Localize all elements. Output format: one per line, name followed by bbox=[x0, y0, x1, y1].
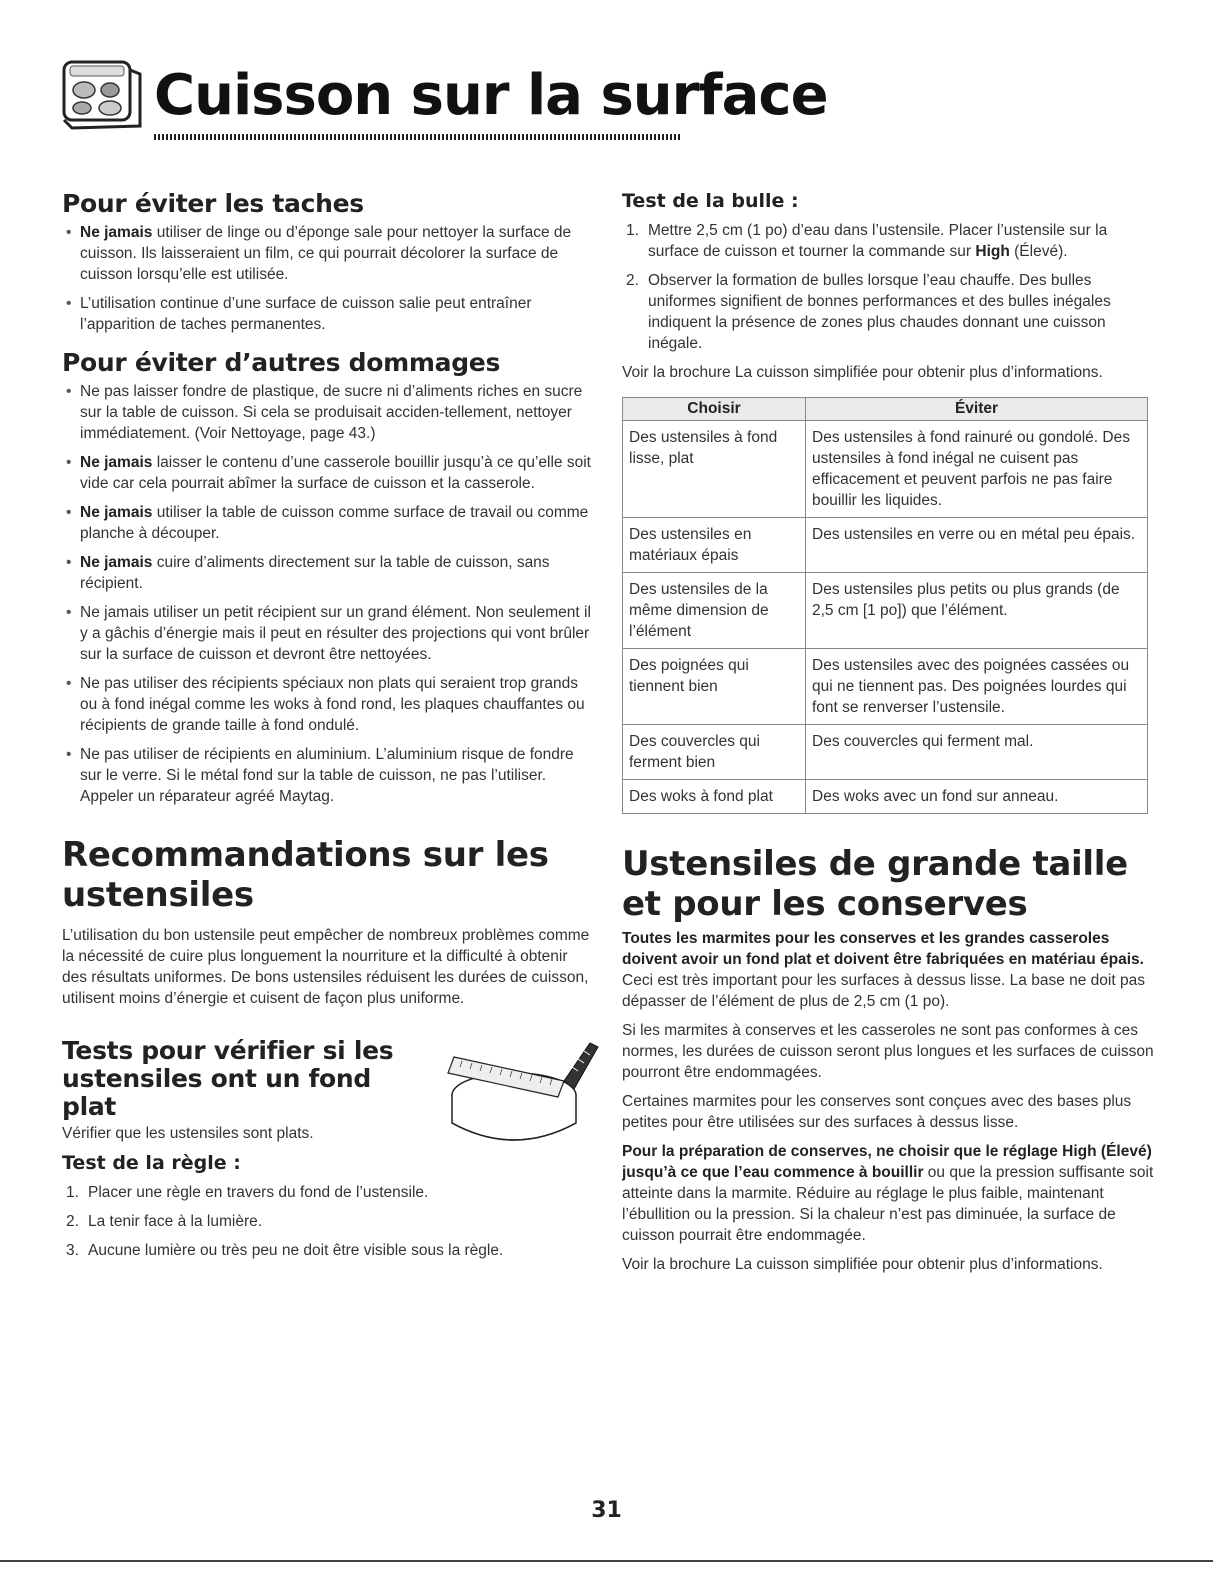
table-cell: Des woks avec un fond sur anneau. bbox=[806, 780, 1148, 814]
step-number: 1. bbox=[66, 1184, 79, 1201]
large-cookware-p2: Si les marmites à conserves et les casseroles ne sont pas conformes à ces normes, les durées de cuisson seront plus longues et les surfaces de cuisson pourront être endommagées. bbox=[622, 1022, 1154, 1081]
flat-tests-intro: Vérifier que les ustensiles sont plats. bbox=[62, 1125, 314, 1142]
item-text: cuire d’aliments directement sur la table de cuisson, sans récipient. bbox=[80, 554, 550, 592]
step-number: 1. bbox=[626, 222, 639, 239]
paragraph-text: ou que la pression suffisante soit atteinte dans la marmite. Réduire au réglage le plus faible, maintenant l’ébullition ou la pression. Si la chaleur n’est pas diminuée, la surface de cuisson pourrait être endommagée. bbox=[622, 1164, 1154, 1244]
item-text: laisser le contenu d’une casserole bouillir jusqu’à ce qu’elle soit vide car cela pourrait abîmer la surface de cuisson et la casserole. bbox=[80, 454, 591, 492]
large-cookware-p5: Voir la brochure La cuisson simplifiée pour obtenir plus d’informations. bbox=[622, 1256, 1103, 1273]
table-cell: Des ustensiles en verre ou en métal peu épais. bbox=[806, 518, 1148, 573]
table-header-row bbox=[623, 398, 1148, 421]
table-cell: Des woks à fond plat bbox=[623, 780, 806, 814]
table-cell: Des ustensiles à fond lisse, plat bbox=[623, 421, 806, 518]
table-row bbox=[623, 573, 1148, 649]
damage-heading: Pour éviter d’autres dommages bbox=[62, 348, 501, 377]
step-number: 3. bbox=[66, 1242, 79, 1259]
large-cookware-p1 bbox=[622, 928, 1162, 1012]
emphasis: Ne jamais bbox=[80, 504, 153, 521]
table-row bbox=[623, 725, 1148, 780]
cookware-table bbox=[622, 397, 1148, 814]
table-row bbox=[623, 649, 1148, 725]
recommendations-heading: Recommandations sur les ustensiles bbox=[62, 835, 549, 915]
step-text: Mettre 2,5 cm (1 po) d’eau dans l’ustensile. Placer l’ustensile sur la surface de cuisson et tourner la commande sur bbox=[648, 222, 1108, 260]
table-row bbox=[623, 421, 1148, 518]
emphasis: Pour la préparation de conserves, ne choisir que le réglage High (Élevé) jusqu’à ce que l’eau commence à bouillir bbox=[622, 1143, 1152, 1181]
list-item bbox=[62, 602, 592, 665]
ruler-test-heading: Test de la règle : bbox=[62, 1152, 241, 1174]
column-header-choose: Choisir bbox=[623, 398, 806, 421]
item-text: Ne pas utiliser des récipients spéciaux non plats qui seraient trop grands ou à fond inégal comme les woks à fond rond, les plaques chauffantes ou récipients de grande taille à fond ondulé. bbox=[80, 675, 585, 734]
table-cell: Des ustensiles en matériaux épais bbox=[623, 518, 806, 573]
item-text: L’utilisation continue d’une surface de cuisson salie peut entraîner l’apparition de taches permanentes. bbox=[80, 295, 532, 333]
page-number: 31 bbox=[591, 1498, 622, 1523]
bubble-test-heading: Test de la bulle : bbox=[622, 190, 799, 212]
list-item bbox=[62, 381, 592, 444]
step-text: Placer une règle en travers du fond de l’ustensile. bbox=[88, 1184, 429, 1201]
table-cell: Des ustensiles avec des poignées cassées ou qui ne tiennent pas. Des poignées lourdes qui font se renverser l’ustensile. bbox=[806, 649, 1148, 725]
step-number: 2. bbox=[626, 272, 639, 289]
flat-tests-heading: Tests pour vérifier si les ustensiles ont un fond plat bbox=[62, 1036, 394, 1121]
table-cell: Des poignées qui tiennent bien bbox=[623, 649, 806, 725]
list-item bbox=[62, 222, 592, 285]
list-item bbox=[62, 1240, 592, 1261]
stains-section bbox=[62, 190, 592, 335]
step-text: Observer la formation de bulles lorsque l’eau chauffe. Des bulles uniformes signifient de bonnes performances et des bulles inégales indiquent la présence de zones plus chaudes donnant une cuisson inégale. bbox=[648, 272, 1111, 352]
table-row bbox=[623, 780, 1148, 814]
paragraph-text: Ceci est très important pour les surfaces à dessus lisse. La base ne doit pas dépasser de l’élément de plus de 2,5 cm (1 po). bbox=[622, 972, 1145, 1010]
column-header-avoid: Éviter bbox=[806, 398, 1148, 421]
ruler-on-pan-illustration bbox=[442, 1037, 602, 1149]
item-text: Ne pas utiliser de récipients en aluminium. L’aluminium risque de fondre sur le verre. Si le métal fond sur la table de cuisson, ne pas l’utiliser. Appeler un réparateur agréé Maytag. bbox=[80, 746, 574, 805]
ruler-test-steps bbox=[62, 1182, 592, 1261]
damage-section bbox=[62, 349, 592, 807]
list-item bbox=[62, 673, 592, 736]
right-column bbox=[622, 190, 1162, 1275]
damage-list bbox=[62, 381, 592, 807]
large-cookware-heading: Ustensiles de grande taille et pour les conserves bbox=[622, 844, 1128, 924]
item-text: utiliser de linge ou d’éponge sale pour nettoyer la surface de cuisson. Ils laisseraient un film, ce qui pourrait décolorer la surface de cuisson lorsqu’elle est utilisée. bbox=[80, 224, 572, 283]
cooktop-icon bbox=[62, 60, 142, 132]
table-cell: Des couvercles qui ferment bien bbox=[623, 725, 806, 780]
table-row bbox=[623, 518, 1148, 573]
stains-list bbox=[62, 222, 592, 335]
emphasis: Ne jamais bbox=[80, 554, 153, 571]
emphasis: Ne jamais bbox=[80, 454, 153, 471]
table-cell: Des couvercles qui ferment mal. bbox=[806, 725, 1148, 780]
large-cookware-section bbox=[622, 844, 1162, 1275]
large-cookware-p4 bbox=[622, 1141, 1162, 1246]
footer-rule bbox=[0, 1560, 1213, 1562]
recommendations-body: L’utilisation du bon ustensile peut empêcher de nombreux problèmes comme la nécessité de cuire plus longuement la nourriture et la difficulté à obtenir des résultats uniformes. De bons ustensiles réduisent les durées de cuisson, utilisent moins d’énergie et cuisent de façon plus uniforme. bbox=[62, 927, 590, 1007]
flat-tests-section bbox=[62, 1037, 592, 1261]
table-cell: Des ustensiles de la même dimension de l’élément bbox=[623, 573, 806, 649]
large-cookware-p3: Certaines marmites pour les conserves sont conçues avec des bases plus petites pour être utilisées sur des surfaces à dessus lisse. bbox=[622, 1093, 1132, 1131]
step-text: Aucune lumière ou très peu ne doit être visible sous la règle. bbox=[88, 1242, 504, 1259]
title-underline bbox=[154, 134, 682, 140]
step-text: La tenir face à la lumière. bbox=[88, 1213, 263, 1230]
list-item bbox=[622, 220, 1162, 262]
list-item bbox=[62, 1211, 592, 1232]
stains-heading: Pour éviter les taches bbox=[62, 189, 364, 218]
list-item bbox=[62, 452, 592, 494]
page-title: Cuisson sur la surface bbox=[154, 63, 828, 128]
item-text: utiliser la table de cuisson comme surface de travail ou comme planche à découper. bbox=[80, 504, 589, 542]
bubble-test-section bbox=[622, 190, 1162, 383]
list-item bbox=[62, 1182, 592, 1203]
emphasis: Toutes les marmites pour les conserves et les grandes casseroles doivent avoir un fond plat et doivent être fabriquées en matériau épais. bbox=[622, 930, 1144, 968]
list-item bbox=[62, 502, 592, 544]
table-cell: Des ustensiles à fond rainuré ou gondolé. Des ustensiles à fond inégal ne cuisent pas efficacement et peuvent parfois ne pas faire bouillir les liquides. bbox=[806, 421, 1148, 518]
list-item bbox=[62, 293, 592, 335]
list-item bbox=[62, 552, 592, 594]
emphasis: High bbox=[975, 243, 1010, 260]
list-item bbox=[622, 270, 1162, 354]
item-text: Ne pas laisser fondre de plastique, de sucre ni d’aliments riches en sucre sur la table de cuisson. Si cela se produisait acciden-tellement, nettoyer immédiatement. (Voir Nettoyage, page 43.) bbox=[80, 383, 583, 442]
emphasis: Ne jamais bbox=[80, 224, 153, 241]
recommendations-section bbox=[62, 835, 592, 1009]
bubble-test-note: Voir la brochure La cuisson simplifiée pour obtenir plus d’informations. bbox=[622, 364, 1103, 381]
table-cell: Des ustensiles plus petits ou plus grands (de 2,5 cm [1 po]) que l’élément. bbox=[806, 573, 1148, 649]
step-text-end: (Élevé). bbox=[1009, 243, 1068, 260]
item-text: Ne jamais utiliser un petit récipient sur un grand élément. Non seulement il y a gâchis d’énergie mais il peut en résulter des projections qui vont brûler sur la surface de cuisson et devront être nettoyées. bbox=[80, 604, 591, 663]
bubble-test-steps bbox=[622, 220, 1162, 354]
list-item bbox=[62, 744, 592, 807]
page-header bbox=[62, 56, 828, 146]
left-column bbox=[62, 190, 592, 1269]
step-number: 2. bbox=[66, 1213, 79, 1230]
